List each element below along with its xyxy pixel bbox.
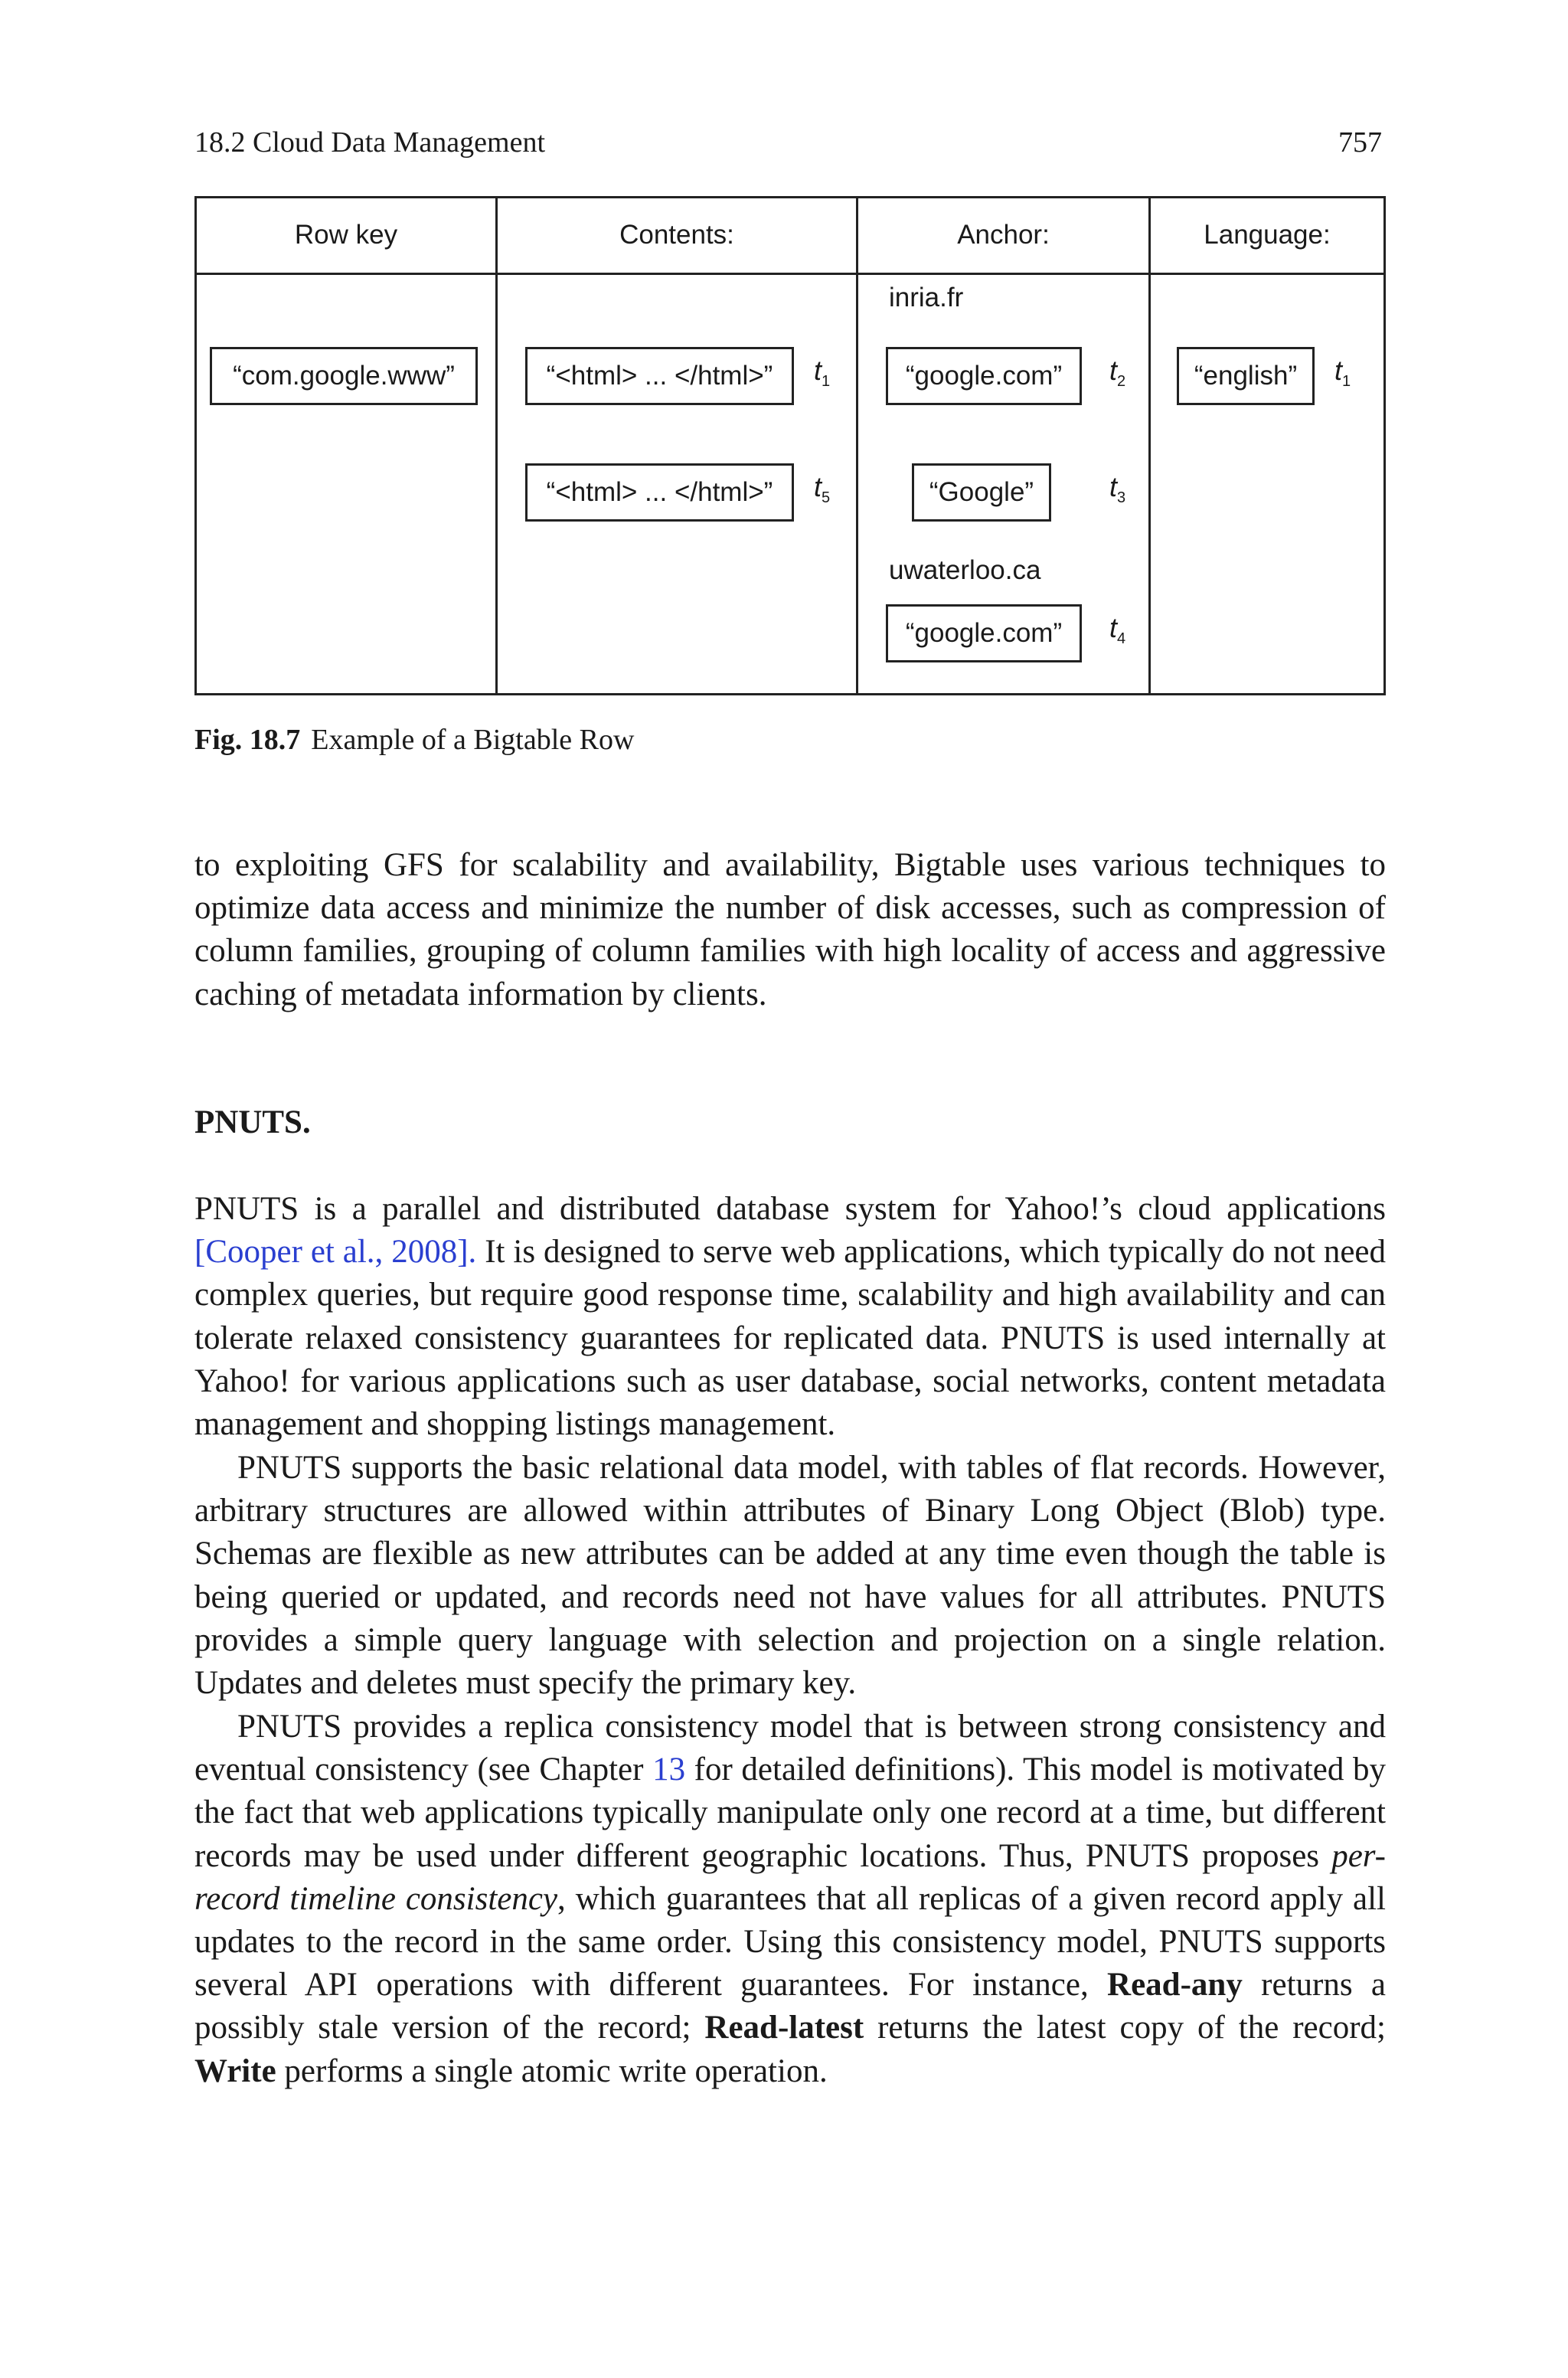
- timestamp-label: $t_1$: [1334, 355, 1351, 390]
- chapter-link[interactable]: 13: [652, 1752, 686, 1788]
- contents-cell: “<html> ... </html>”: [525, 347, 794, 405]
- timestamp-label: $t_5$: [814, 471, 831, 506]
- column-header-language: Language:: [1204, 220, 1331, 250]
- section-heading-pnuts: PNUTS.: [194, 1104, 311, 1140]
- paragraph-pnuts-data-model: PNUTS supports the basic relational data model, with tables of flat records. However, arbitrary structures are allowed within attributes of Binary Long Object (Blob) type. Schemas are flexible as new attributes can be added at any time even though the table is being queried or updated, and records need not have values for all attributes. PNUTS provides a simple query language with selection and projection on a single relation. Updates and deletes must specify the primary key.: [194, 1450, 1386, 1702]
- paragraph-pnuts-consistency: PNUTS provides a replica consistency model that is between strong consistency and eventual consistency (see Chapter 13 for detailed definitions). This model is motivated by the fact that web applications typically manipulate only one record at a time, but different records may be used under different geographic locations. Thus, PNUTS proposes per-record timeline consistency, which guarantees that all replicas of a given record apply all updates to the record in the same order. Using this consistency model, PNUTS supports several API operations with different guarantees. For instance, Read-any returns a possibly stale version of the record; Read-latest returns the latest copy of the record; Write performs a single atomic write operation.: [194, 1709, 1386, 2089]
- figure-caption-label: Fig. 18.7: [194, 724, 301, 756]
- timestamp-label: $t_3$: [1109, 471, 1126, 506]
- language-cell: “english”: [1177, 347, 1315, 405]
- anchor-cell: “Google”: [912, 463, 1051, 522]
- figure-caption: [194, 723, 634, 757]
- page-number: 757: [1338, 126, 1382, 159]
- paragraph-pnuts-intro: PNUTS is a parallel and distributed database system for Yahoo!’s cloud applications [Cooper et al., 2008]. It is designed to serve web applications, which typically do not need complex queries, but require good response time, scalability and high availability and can tolerate relaxed consistency guarantees for replicated data. PNUTS is used internally at Yahoo! for various applications such as user database, social networks, content metadata management and shopping listings management.: [194, 1191, 1387, 1443]
- figure-caption-text: Example of a Bigtable Row: [311, 724, 635, 756]
- running-header-section: 18.2 Cloud Data Management: [194, 126, 546, 159]
- timestamp-label: $t_2$: [1109, 355, 1126, 390]
- paragraph-bigtable-techniques: to exploiting GFS for scalability and availability, Bigtable uses various techniques to optimize data access and minimize the number of disk accesses, such as compression of column families, grouping of column families with high locality of access and aggressive caching of metadata information by clients.: [194, 847, 1386, 1012]
- timestamp-label: $t_1$: [814, 355, 831, 390]
- citation-link[interactable]: [Cooper et al., 2008].: [194, 1234, 477, 1271]
- anchor-cell: “google.com”: [886, 604, 1082, 662]
- column-header-row-key: Row key: [294, 220, 398, 250]
- timestamp-label: $t_4$: [1109, 612, 1126, 647]
- bigtable-row-figure: [194, 196, 1386, 695]
- contents-cell: “<html> ... </html>”: [525, 463, 794, 522]
- row-key-cell: “com.google.www”: [210, 347, 478, 405]
- column-header-contents: Contents:: [619, 220, 734, 250]
- anchor-source-label: inria.fr: [889, 283, 964, 312]
- anchor-cell: “google.com”: [886, 347, 1082, 405]
- header-divider: [197, 273, 1383, 275]
- anchor-source-label: uwaterloo.ca: [889, 555, 1041, 585]
- column-header-anchor: Anchor:: [957, 220, 1050, 250]
